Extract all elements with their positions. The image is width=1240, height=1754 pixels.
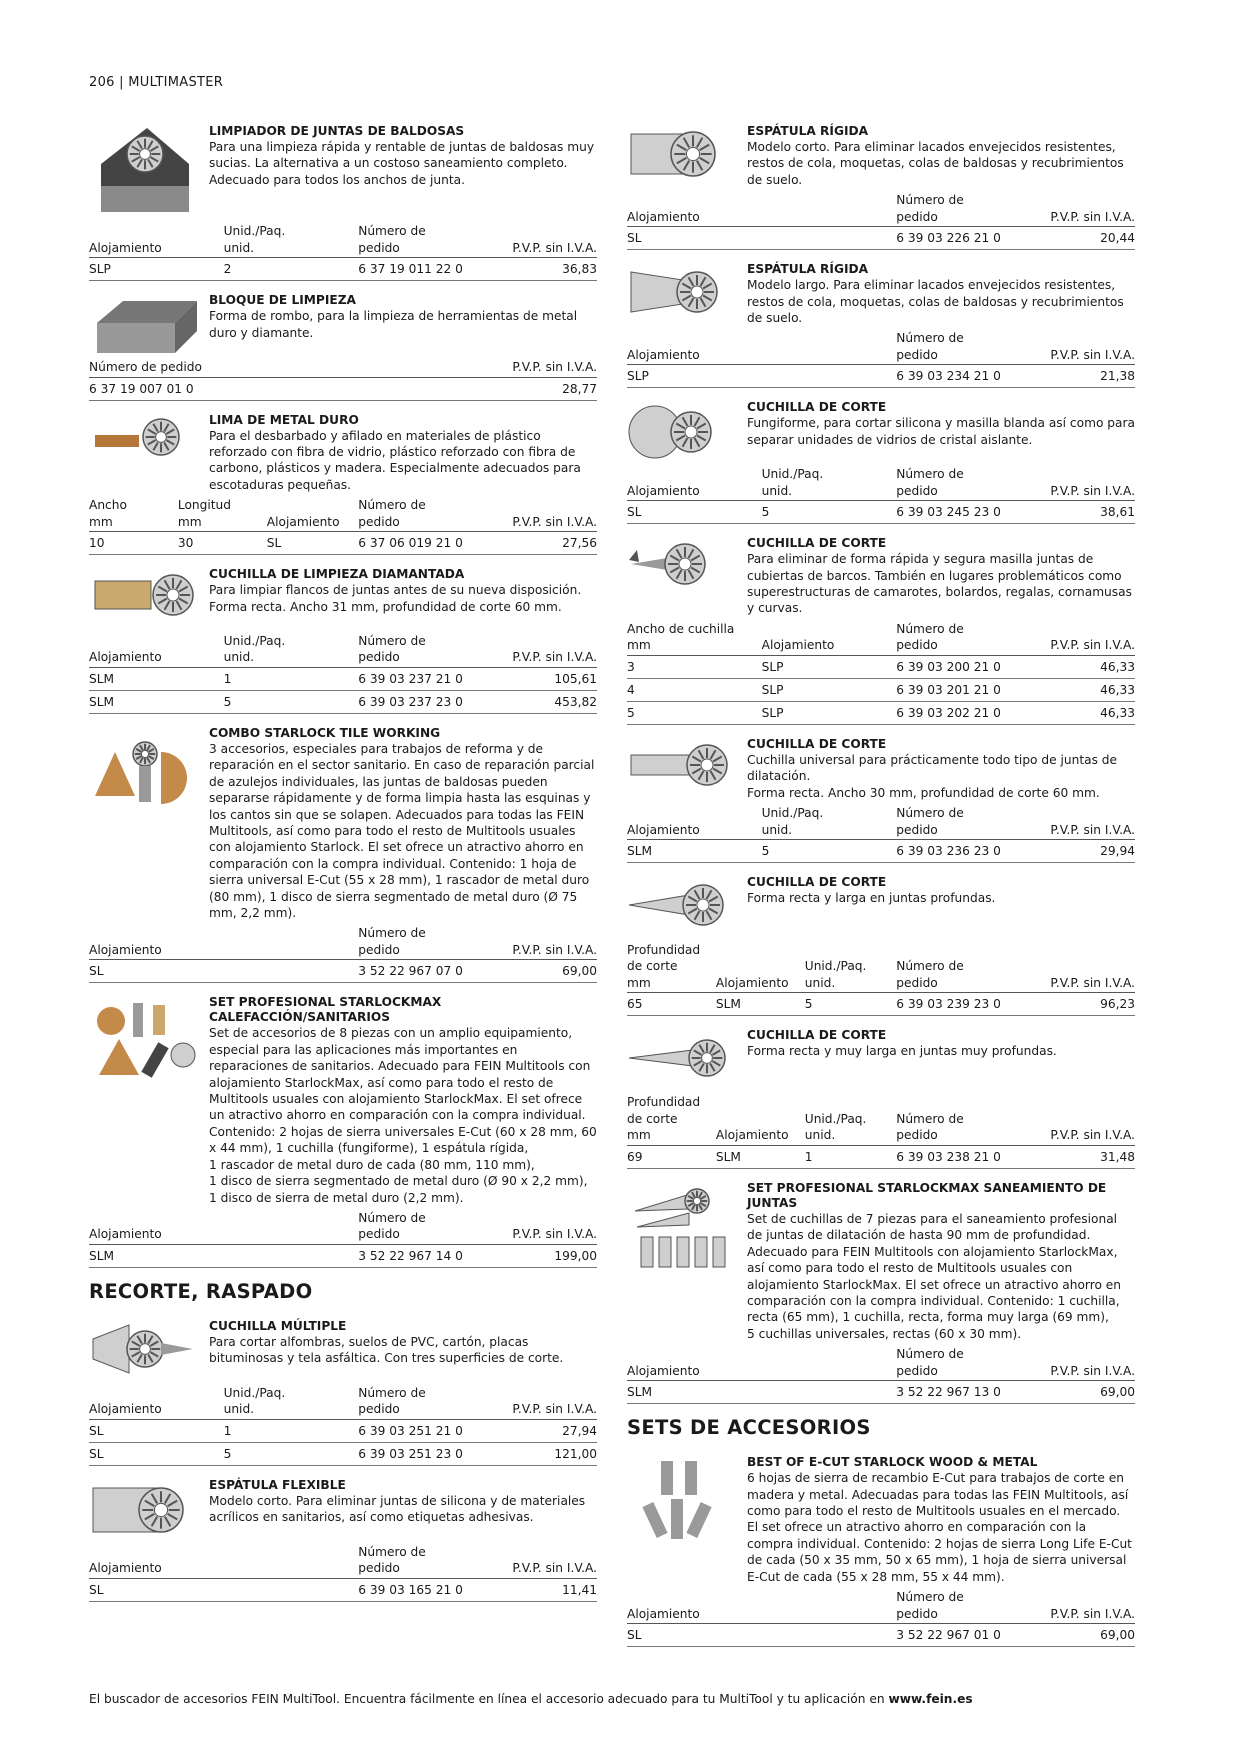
table-row bbox=[627, 1145, 1135, 1168]
column-header: Número de pedido bbox=[358, 1210, 465, 1245]
column-header: Unid./Paq. unid. bbox=[762, 466, 897, 501]
cleaning-block-icon bbox=[89, 293, 201, 388]
product-entry bbox=[627, 124, 1135, 250]
column-header: Número de pedido bbox=[896, 942, 1003, 993]
table-cell: 3 52 22 967 07 0 bbox=[358, 960, 465, 983]
column-header: P.V.P. sin I.V.A. bbox=[465, 497, 597, 532]
table-row bbox=[89, 960, 597, 983]
table-row bbox=[627, 1381, 1135, 1404]
column-header: P.V.P. sin I.V.A. bbox=[1003, 330, 1135, 365]
table-row bbox=[89, 1244, 597, 1267]
column-header: Alojamiento bbox=[89, 925, 358, 960]
column-header: Ancho de cuchilla mm bbox=[627, 621, 762, 656]
column-header: Alojamiento bbox=[89, 1385, 224, 1420]
table-header-row bbox=[89, 925, 597, 960]
table-cell: SL bbox=[89, 1419, 224, 1442]
product-title: CUCHILLA DE CORTE bbox=[747, 536, 887, 551]
price-cell: 20,44 bbox=[1003, 227, 1135, 250]
price-cell: 46,33 bbox=[1003, 678, 1135, 701]
column-header: P.V.P. sin I.V.A. bbox=[465, 633, 597, 668]
column-header: Longitud mm bbox=[178, 497, 267, 532]
product-description: Para una limpieza rápida y rentable de juntas de baldosas muy sucias. La alternativa a un costoso saneamiento completo. Adecuado para todos los anchos de junta. bbox=[209, 140, 595, 187]
table-cell: 6 39 03 237 23 0 bbox=[358, 690, 465, 713]
price-cell: 46,33 bbox=[1003, 655, 1135, 678]
product-title: CUCHILLA DE CORTE bbox=[747, 400, 887, 415]
product-entry bbox=[627, 400, 1135, 524]
table-cell: 5 bbox=[805, 993, 896, 1016]
table-cell: SLM bbox=[627, 1381, 896, 1404]
column-header: Número de pedido bbox=[896, 1346, 1003, 1381]
table-cell: 1 bbox=[224, 1419, 359, 1442]
table-row bbox=[627, 1624, 1135, 1647]
column-header: Número de pedido bbox=[896, 1094, 1003, 1145]
table-cell: 5 bbox=[762, 840, 897, 863]
price-cell: 199,00 bbox=[465, 1244, 597, 1267]
footer-text: El buscador de accesorios FEIN MultiTool. Encuentra fácilmente en línea el accesorio adecuado para tu MultiTool y tu aplicación en bbox=[89, 1692, 889, 1706]
table-cell: SLP bbox=[627, 365, 896, 388]
column-header: Unid./Paq. unid. bbox=[224, 633, 359, 668]
product-title: CUCHILLA MÚLTIPLE bbox=[209, 1318, 347, 1333]
page-number: 206 bbox=[89, 75, 115, 90]
product-title: LIMPIADOR DE JUNTAS DE BALDOSAS bbox=[209, 124, 465, 138]
tile-grout-cleaner-icon bbox=[89, 124, 201, 219]
table-row bbox=[89, 1578, 597, 1601]
table-row bbox=[89, 532, 597, 555]
table-cell: SL bbox=[627, 1624, 896, 1647]
column-header: Número de pedido bbox=[896, 192, 1003, 227]
column-header: Unid./Paq. unid. bbox=[224, 1385, 359, 1420]
table-cell: SL bbox=[89, 1442, 224, 1465]
product-description: Cuchilla universal para prácticamente todo tipo de juntas de dilatación. Forma recta. Ancho 30 mm, profundidad de corte 60 mm. bbox=[747, 752, 1118, 800]
joint-renovation-set-icon bbox=[627, 1181, 739, 1276]
table-header-row bbox=[89, 1210, 597, 1245]
product-title: BEST OF E-CUT STARLOCK WOOD & METAL bbox=[747, 1455, 1038, 1470]
table-row bbox=[627, 501, 1135, 524]
product-entry bbox=[627, 1181, 1135, 1404]
price-cell: 46,33 bbox=[1003, 701, 1135, 724]
long-blade-icon bbox=[627, 875, 739, 970]
table-cell: SLM bbox=[716, 1145, 805, 1168]
column-header: P.V.P. sin I.V.A. bbox=[465, 925, 597, 960]
table-cell: 5 bbox=[224, 1442, 359, 1465]
price-cell: 105,61 bbox=[465, 667, 597, 690]
rigid-scraper-long-icon bbox=[627, 262, 739, 357]
price-cell: 27,94 bbox=[465, 1419, 597, 1442]
product-description: Modelo largo. Para eliminar lacados envejecidos resistentes, restos de cola, moquetas, colas de baldosas y recubrimientos de suelo. bbox=[747, 278, 1124, 326]
header-separator: | bbox=[119, 75, 124, 90]
column-header: P.V.P. sin I.V.A. bbox=[1003, 942, 1135, 993]
table-cell: 10 bbox=[89, 532, 178, 555]
product-description: Fungiforme, para cortar silicona y masilla blanda así como para separar unidades de vidrios de cristal aislante. bbox=[747, 416, 1135, 447]
column-header: Número de pedido bbox=[896, 1589, 1003, 1624]
flexible-scraper-icon bbox=[89, 1478, 201, 1573]
table-row bbox=[89, 1419, 597, 1442]
table-cell: 6 39 03 238 21 0 bbox=[896, 1145, 1003, 1168]
product-description: Modelo corto. Para eliminar juntas de silicona y de materiales acrílicos en sanitarios, así como etiquetas adhesivas. bbox=[209, 1493, 586, 1525]
mushroom-blade-icon bbox=[627, 400, 739, 495]
spec-table bbox=[89, 1210, 597, 1268]
product-title: COMBO STARLOCK TILE WORKING bbox=[209, 725, 441, 740]
table-cell: 6 39 03 237 21 0 bbox=[358, 667, 465, 690]
column-header: Número de pedido bbox=[896, 621, 1003, 656]
column-header: Número de pedido bbox=[358, 633, 465, 668]
table-cell: SLP bbox=[762, 655, 897, 678]
price-cell: 453,82 bbox=[465, 690, 597, 713]
price-cell: 69,00 bbox=[1003, 1624, 1135, 1647]
table-cell: SLM bbox=[716, 993, 805, 1016]
product-description: Modelo corto. Para eliminar lacados envejecidos resistentes, restos de cola, moquetas, colas de baldosas y recubrimientos de suelo. bbox=[747, 140, 1124, 187]
column-header: P.V.P. sin I.V.A. bbox=[465, 223, 597, 258]
table-cell: 2 bbox=[224, 258, 359, 281]
price-cell: 29,94 bbox=[1003, 840, 1135, 863]
column-header: Alojamiento bbox=[89, 223, 224, 258]
column-header: P.V.P. sin I.V.A. bbox=[1003, 1589, 1135, 1624]
table-cell: SLP bbox=[89, 258, 224, 281]
column-header: Alojamiento bbox=[627, 466, 762, 501]
column-header: Unid./Paq. unid. bbox=[762, 805, 897, 840]
table-cell: SLP bbox=[762, 678, 897, 701]
column-header: Unid./Paq. unid. bbox=[224, 223, 359, 258]
price-cell: 69,00 bbox=[465, 960, 597, 983]
ecut-set-icon bbox=[627, 1455, 739, 1550]
column-header: Alojamiento bbox=[627, 330, 896, 365]
price-cell: 21,38 bbox=[1003, 365, 1135, 388]
column-header: Número de pedido bbox=[358, 223, 465, 258]
product-entry bbox=[627, 875, 1135, 1016]
product-entry bbox=[89, 995, 597, 1267]
diamond-blade-icon bbox=[89, 567, 201, 662]
column-header: Alojamiento bbox=[627, 1589, 896, 1624]
column-header: Alojamiento bbox=[267, 497, 358, 532]
table-cell: 6 39 03 165 21 0 bbox=[358, 1578, 465, 1601]
table-cell: 6 39 03 236 23 0 bbox=[896, 840, 1003, 863]
spec-table bbox=[627, 1346, 1135, 1404]
product-description: Para eliminar de forma rápida y segura masilla juntas de cubiertas de barcos. También en lugares problemáticos como superestructuras de camarotes, bolardos, regalas, cornamusas y curvas. bbox=[747, 552, 1132, 616]
table-header-row bbox=[627, 1346, 1135, 1381]
product-entry bbox=[627, 536, 1135, 725]
product-description: Set de accesorios de 8 piezas con un amplio equipamiento, especial para las aplicaciones más importantes en reparaciones de sanitarios. Adecuado para FEIN Multitools con alojamiento StarlockMax, así como para todo el resto de Multitools usuales con alojamiento StarlockMax. El set ofrece un atractivo ahorro en comparación con la compra individual. Contenido: 2 hojas de sierra universales E-Cut (60 x 28 mm, 60 x 44 mm), 1 cuchilla (fungiforme), 1 espátula rígida, 1 rascador de metal duro de cada (80 mm, 110 mm), 1 disco de sierra segmentado de metal duro (Ø 90 x 2,2 mm), 1 disco de sierra de metal duro (2,2 mm). bbox=[209, 1026, 597, 1205]
table-cell: 1 bbox=[805, 1145, 896, 1168]
straight-blade-icon bbox=[627, 737, 739, 832]
product-title: CUCHILLA DE CORTE bbox=[747, 875, 887, 890]
spec-table bbox=[89, 223, 597, 281]
header-section: MULTIMASTER bbox=[128, 75, 224, 90]
column-header: P.V.P. sin I.V.A. bbox=[465, 1385, 597, 1420]
table-cell: 3 bbox=[627, 655, 762, 678]
product-title: ESPÁTULA RÍGIDA bbox=[747, 262, 869, 277]
table-cell: 5 bbox=[224, 690, 359, 713]
product-entry bbox=[627, 1455, 1135, 1647]
column-header: Número de pedido bbox=[89, 359, 343, 377]
column-header: Profundidad de corte mm bbox=[627, 1094, 716, 1145]
table-cell: 4 bbox=[627, 678, 762, 701]
column-header: Unid./Paq. unid. bbox=[805, 942, 896, 993]
column-header: Alojamiento bbox=[716, 942, 805, 993]
rigid-scraper-short-icon bbox=[627, 124, 739, 219]
product-description: Para el desbarbado y afilado en materiales de plástico reforzado con fibra de vidrio, plástico reforzado con fibra de carbono, plásticos y madera. Especialmente adecuados para escotaduras pequeñas. bbox=[209, 428, 581, 492]
table-cell: 5 bbox=[627, 701, 762, 724]
table-cell: 3 52 22 967 14 0 bbox=[358, 1244, 465, 1267]
column-header: P.V.P. sin I.V.A. bbox=[1003, 192, 1135, 227]
product-entry bbox=[627, 262, 1135, 388]
left-column bbox=[89, 120, 597, 1614]
table-row bbox=[89, 258, 597, 281]
price-cell: 38,61 bbox=[1003, 501, 1135, 524]
product-description: Set de cuchillas de 7 piezas para el saneamiento profesional de juntas de dilatación de hasta 90 mm de profundidad. Adecuado para FEIN Multitools con alojamiento StarlockMax, así como para todo el resto de Multitools usuales con alojamiento StarlockMax. El set ofrece un atractivo ahorro en comparación con la compra individual. Contenido: 1 cuchilla, recta (65 mm), 1 cuchilla, recta, forma muy larga (69 mm), 5 cuchillas universales, rectas (60 x 30 mm). bbox=[747, 1211, 1122, 1341]
table-cell: 5 bbox=[762, 501, 897, 524]
price-cell: 31,48 bbox=[1003, 1145, 1135, 1168]
table-cell: 3 52 22 967 13 0 bbox=[896, 1381, 1003, 1404]
column-header: Alojamiento bbox=[627, 192, 896, 227]
table-row bbox=[627, 227, 1135, 250]
table-cell: 6 39 03 202 21 0 bbox=[896, 701, 1003, 724]
product-title: BLOQUE DE LIMPIEZA bbox=[209, 293, 356, 308]
footer-link[interactable]: www.fein.es bbox=[888, 1692, 973, 1706]
table-cell: SL bbox=[627, 227, 896, 250]
table-cell: 6 37 19 011 22 0 bbox=[358, 258, 465, 281]
column-header: P.V.P. sin I.V.A. bbox=[465, 1210, 597, 1245]
table-cell: 6 39 03 201 21 0 bbox=[896, 678, 1003, 701]
column-header: Profundidad de corte mm bbox=[627, 942, 716, 993]
column-header: Alojamiento bbox=[716, 1094, 805, 1145]
price-cell: 69,00 bbox=[1003, 1381, 1135, 1404]
table-cell: SL bbox=[89, 960, 358, 983]
product-entry bbox=[89, 293, 597, 400]
table-cell: SLM bbox=[627, 840, 762, 863]
page-header bbox=[89, 75, 223, 90]
heating-sanitary-set-icon bbox=[89, 995, 201, 1090]
column-header: Número de pedido bbox=[358, 497, 465, 532]
column-header: P.V.P. sin I.V.A. bbox=[343, 359, 597, 377]
table-row bbox=[89, 690, 597, 713]
table-cell: SLM bbox=[89, 690, 224, 713]
table-row bbox=[627, 993, 1135, 1016]
column-header: P.V.P. sin I.V.A. bbox=[1003, 1094, 1135, 1145]
table-cell: 30 bbox=[178, 532, 267, 555]
column-header: Alojamiento bbox=[627, 1346, 896, 1381]
column-header: Número de pedido bbox=[896, 805, 1003, 840]
column-header: P.V.P. sin I.V.A. bbox=[465, 1544, 597, 1579]
price-cell: 96,23 bbox=[1003, 993, 1135, 1016]
product-title: CUCHILLA DE CORTE bbox=[747, 736, 887, 751]
column-header: Alojamiento bbox=[89, 1544, 358, 1579]
product-description: Forma recta y muy larga en juntas muy profundas. bbox=[747, 1044, 1057, 1058]
column-header: Alojamiento bbox=[89, 1210, 358, 1245]
column-header: Alojamiento bbox=[627, 805, 762, 840]
product-description: 6 hojas de sierra de recambio E-Cut para trabajos de corte en madera y metal. Adecuadas para todas las FEIN Multitools, así como para todo el resto de Multitools usuales en el mercado. El set ofrece un atractivo ahorro en comparación con la compra individual. Contenido: 2 hojas de sierra Long Life E-Cut de cada (50 x 35 mm, 50 x 65 mm), 1 hoja de sierra universal E-Cut de cada (55 x 28 mm, 55 x 44 mm). bbox=[747, 1471, 1132, 1584]
product-title: SET PROFESIONAL STARLOCKMAX CALEFACCIÓN/SANITARIOS bbox=[209, 995, 442, 1025]
product-entry bbox=[89, 124, 597, 281]
table-row bbox=[89, 667, 597, 690]
table-cell: SLM bbox=[89, 667, 224, 690]
column-header: P.V.P. sin I.V.A. bbox=[1003, 466, 1135, 501]
product-title: ESPÁTULA FLEXIBLE bbox=[209, 1477, 346, 1492]
column-header: Número de pedido bbox=[896, 330, 1003, 365]
product-description: Para limpiar flancos de juntas antes de su nueva disposición. Forma recta. Ancho 31 mm, profundidad de corte 60 mm. bbox=[209, 583, 582, 614]
column-header: Número de pedido bbox=[358, 925, 465, 960]
column-header: Número de pedido bbox=[896, 466, 1003, 501]
table-cell: 3 52 22 967 01 0 bbox=[896, 1624, 1003, 1647]
table-cell: 6 39 03 245 23 0 bbox=[896, 501, 1003, 524]
column-header: Número de pedido bbox=[358, 1385, 465, 1420]
product-entry bbox=[89, 413, 597, 556]
product-title: CUCHILLA DE LIMPIEZA DIAMANTADA bbox=[209, 567, 465, 582]
hook-blade-icon bbox=[627, 536, 739, 631]
table-header-row bbox=[627, 1589, 1135, 1624]
table-cell: 65 bbox=[627, 993, 716, 1016]
tile-combo-set-icon bbox=[89, 726, 201, 821]
price-cell: 27,56 bbox=[465, 532, 597, 555]
price-cell: 11,41 bbox=[465, 1578, 597, 1601]
product-title: ESPÁTULA RÍGIDA bbox=[747, 124, 869, 138]
product-title: CUCHILLA DE CORTE bbox=[747, 1028, 887, 1042]
table-cell: 6 39 03 251 21 0 bbox=[358, 1419, 465, 1442]
spec-table bbox=[627, 621, 1135, 725]
column-header: Número de pedido bbox=[358, 1544, 465, 1579]
table-header-row bbox=[89, 223, 597, 258]
product-description: Forma recta y larga en juntas profundas. bbox=[747, 891, 996, 906]
table-cell: 6 39 03 251 23 0 bbox=[358, 1442, 465, 1465]
multi-blade-icon bbox=[89, 1319, 201, 1414]
column-header: P.V.P. sin I.V.A. bbox=[1003, 1346, 1135, 1381]
section-title: SETS DE ACCESORIOS bbox=[627, 1416, 871, 1440]
column-header: Alojamiento bbox=[762, 621, 897, 656]
table-cell: SL bbox=[627, 501, 762, 524]
product-description: Para cortar alfombras, suelos de PVC, cartón, placas bituminosas y tela asfáltica. Con tres superficies de corte. bbox=[209, 1334, 564, 1366]
table-row bbox=[627, 701, 1135, 724]
table-cell: 6 39 03 226 21 0 bbox=[896, 227, 1003, 250]
table-cell: SLM bbox=[89, 1244, 358, 1267]
table-row bbox=[89, 1442, 597, 1465]
footer bbox=[89, 1692, 973, 1706]
table-row bbox=[627, 365, 1135, 388]
price-cell: 28,77 bbox=[343, 377, 597, 400]
table-cell: 6 39 03 239 23 0 bbox=[896, 993, 1003, 1016]
product-entry bbox=[627, 737, 1135, 863]
spec-table bbox=[627, 1589, 1135, 1647]
product-entry bbox=[89, 567, 597, 714]
section-title: RECORTE, RASPADO bbox=[89, 1279, 313, 1303]
spec-table bbox=[89, 925, 597, 983]
table-cell: 1 bbox=[224, 667, 359, 690]
product-entry bbox=[89, 1478, 597, 1602]
table-cell: 6 37 06 019 21 0 bbox=[358, 532, 465, 555]
table-row bbox=[627, 840, 1135, 863]
table-cell: 6 39 03 200 21 0 bbox=[896, 655, 1003, 678]
table-cell: 6 39 03 234 21 0 bbox=[896, 365, 1003, 388]
product-description: 3 accesorios, especiales para trabajos de reforma y de reparación en el sector sanitario. En caso de reparación parcial de azulejos individuales, las juntas de baldosas pueden separarse rápidamente y de forma limpia hasta las esquinas y los cantos sin que se solapen. Adecuados para todas las FEIN Multitools, así como para todo el resto de Multitools usuales con alojamiento Starlock. El set ofrece un atractivo ahorro en comparación con la compra individual. Contenido: 1 hoja de sierra universal E-Cut (55 x 28 mm), 1 rascador de metal duro (80 mm), 1 disco de sierra segmentado de metal duro (Ø 75 mm, 2,2 mm). bbox=[209, 741, 595, 921]
product-title: LIMA DE METAL DURO bbox=[209, 412, 359, 427]
column-header: Alojamiento bbox=[89, 633, 224, 668]
extra-long-blade-icon bbox=[627, 1028, 739, 1123]
column-header: Ancho mm bbox=[89, 497, 178, 532]
product-entry bbox=[627, 1028, 1135, 1169]
price-cell: 36,83 bbox=[465, 258, 597, 281]
product-title: SET PROFESIONAL STARLOCKMAX SANEAMIENTO DE JUNTAS bbox=[747, 1180, 1107, 1210]
table-row bbox=[627, 655, 1135, 678]
column-header: P.V.P. sin I.V.A. bbox=[1003, 621, 1135, 656]
table-cell: SL bbox=[89, 1578, 358, 1601]
table-cell: SL bbox=[267, 532, 358, 555]
right-column bbox=[627, 120, 1135, 1659]
product-entry bbox=[89, 726, 597, 983]
carbide-file-icon bbox=[89, 413, 201, 508]
column-header: Unid./Paq. unid. bbox=[805, 1094, 896, 1145]
column-header: P.V.P. sin I.V.A. bbox=[1003, 805, 1135, 840]
table-cell: 69 bbox=[627, 1145, 716, 1168]
price-cell: 121,00 bbox=[465, 1442, 597, 1465]
table-cell: SLP bbox=[762, 701, 897, 724]
table-cell: 6 37 19 007 01 0 bbox=[89, 377, 343, 400]
table-row bbox=[627, 678, 1135, 701]
product-description: Forma de rombo, para la limpieza de herramientas de metal duro y diamante. bbox=[209, 309, 578, 340]
product-entry bbox=[89, 1319, 597, 1466]
